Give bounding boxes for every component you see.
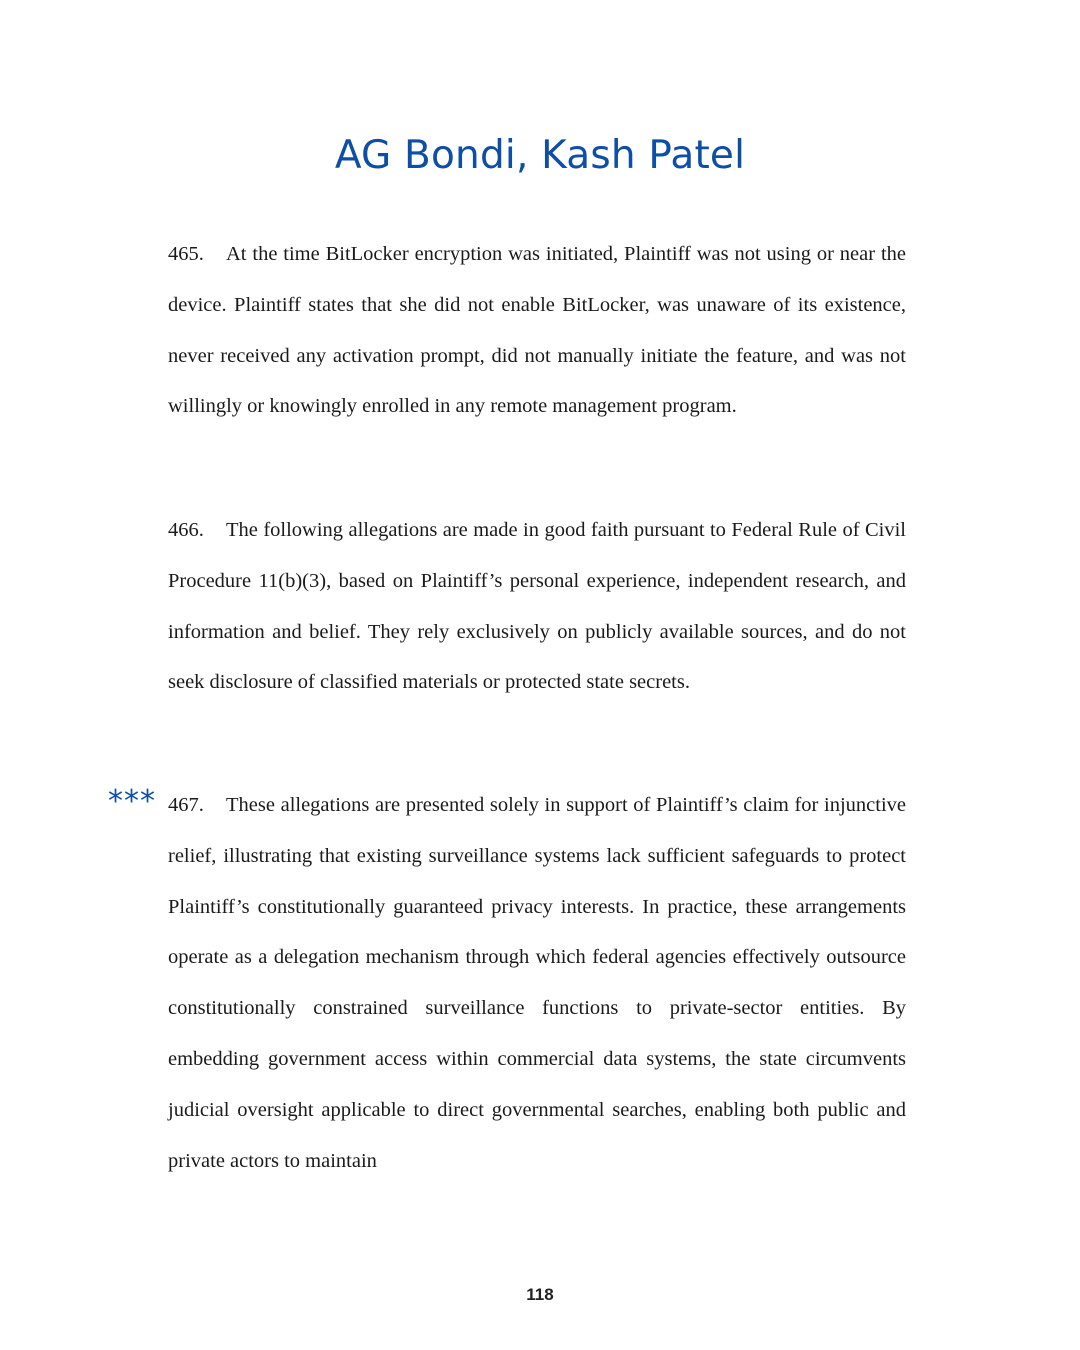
page-number: 118 [526,1285,554,1304]
paragraph-number: 465. [168,243,204,265]
paragraph-466 [168,505,906,708]
paragraph-number: 467. [168,794,204,816]
paragraph-467 [168,780,906,1186]
paragraph-number: 466. [168,519,204,541]
asterisk-marker: *** [108,784,156,819]
page-title: AG Bondi, Kash Patel [334,133,746,178]
paragraph-465 [168,229,906,432]
paragraph-text: These allegations are presented solely in support of Plaintiff’s claim for injunctive relief, illustrating that existing surveillance systems lack sufficient safeguards to protect Plaintiff’s constitutionally guaranteed privacy interests. In practice, these arrangements operate as a delegation mechanism through which federal agencies effectively outsource constitutionally constrained surveillance functions to private-sector entities. By embedding government access within commercial data systems, the state circumvents judicial oversight applicable to direct governmental searches, enabling both public and private actors to maintain [168,794,906,1172]
paragraph-text: The following allegations are made in good faith pursuant to Federal Rule of Civil Procedure 11(b)(3), based on Plaintiff’s personal experience, independent research, and information and belief. They rely exclusively on publicly available sources, and do not seek disclosure of classified materials or protected state secrets. [168,519,906,694]
paragraph-text: At the time BitLocker encryption was initiated, Plaintiff was not using or near the device. Plaintiff states that she did not enable BitLocker, was unaware of its existence, never received any activation prompt, did not manually initiate the feature, and was not willingly or knowingly enrolled in any remote management program. [168,243,906,418]
